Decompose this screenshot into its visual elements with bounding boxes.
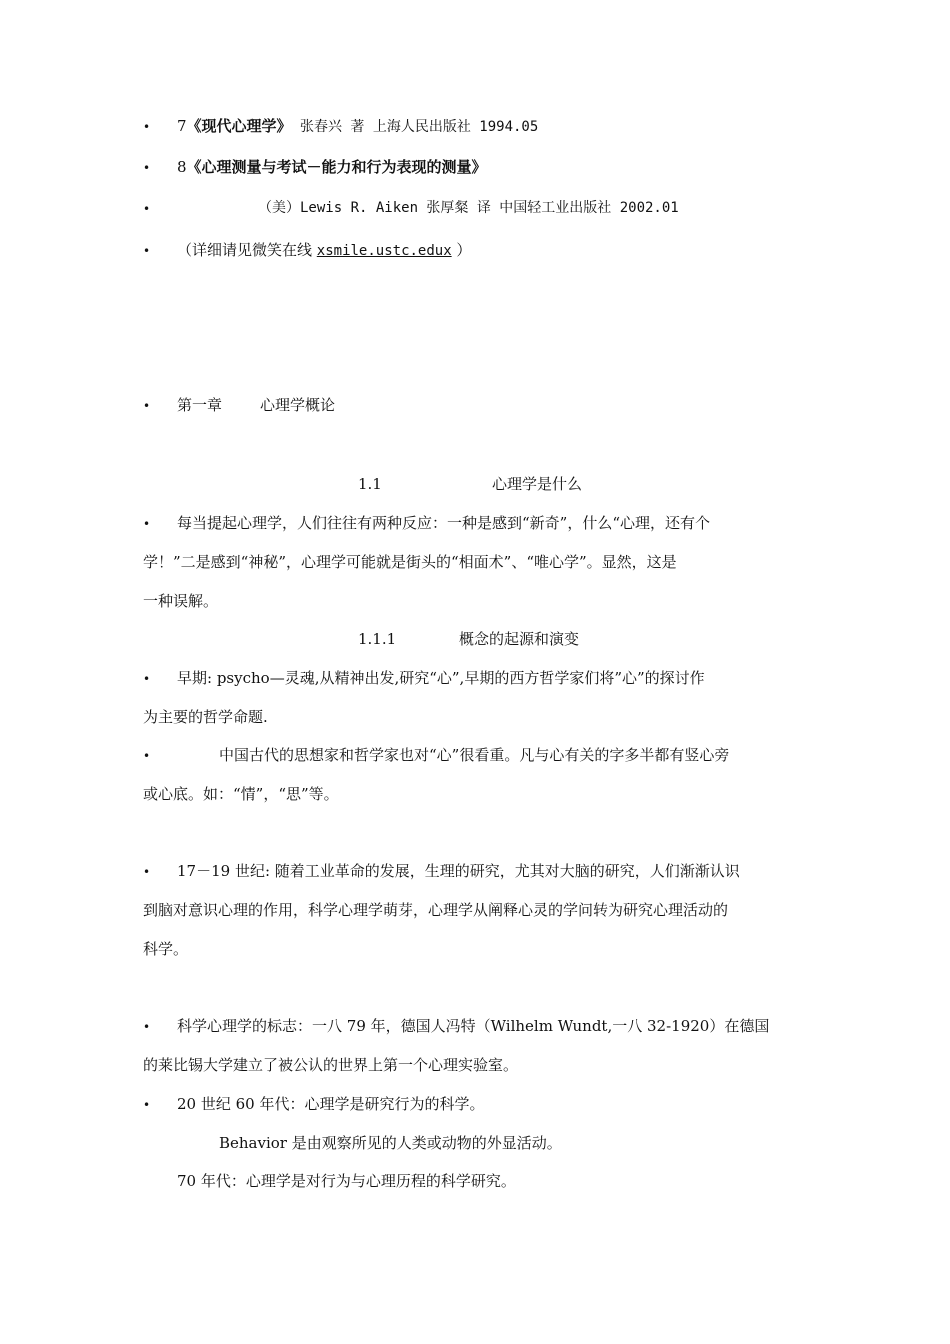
- bullet: [143, 395, 153, 416]
- para-1-1-line-2: 学！”二是感到“神秘”，心理学可能就是街头的“相面术”、“唯心学”。显然，这是: [143, 553, 677, 571]
- book-details: 张春兴 著 上海人民出版社 1994.05: [291, 119, 539, 135]
- bullet: [143, 157, 153, 178]
- bullet: [143, 116, 153, 137]
- chapter-heading: [177, 395, 335, 415]
- bullet: [143, 745, 153, 766]
- para-behavior: Behavior 是由观察所见的人类或动物的外显活动。: [219, 1134, 562, 1152]
- bullet: [143, 861, 153, 882]
- detail-prefix: （详细请见微笑在线: [177, 241, 317, 259]
- reference-number: 7: [177, 117, 187, 135]
- para-17-19-line-3: 科学。: [143, 940, 189, 958]
- bullet: [143, 198, 153, 219]
- reference-8-authors: （美）Lewis R. Aiken 张厚粲 译 中国轻工业出版社 2002.01: [258, 200, 679, 216]
- para-sign-line-1: 科学心理学的标志：一八 79 年，德国人冯特（Wilhelm Wundt,一八 32-1920）在德国: [177, 1017, 770, 1035]
- reference-number: 8: [177, 158, 187, 176]
- chapter-title: 心理学概论: [260, 396, 336, 414]
- section-1-1-1-number: 1.1.1: [358, 630, 397, 648]
- bullet: [143, 513, 153, 534]
- bullet: [143, 1094, 153, 1115]
- para-70s: 70 年代：心理学是对行为与心理历程的科学研究。: [177, 1172, 516, 1190]
- section-1-1-title: 心理学是什么: [492, 475, 583, 493]
- para-china-line-1: 中国古代的思想家和哲学家也对“心”很看重。凡与心有关的字多半都有竖心旁: [219, 746, 730, 764]
- book-title: 《现代心理学》: [186, 117, 292, 135]
- reference-7: [177, 116, 538, 137]
- bullet: [143, 1016, 153, 1037]
- book-title: 《心理测量与考试－能力和行为表现的测量》: [186, 158, 487, 176]
- para-1-1-line-1: 每当提起心理学，人们往往有两种反应：一种是感到“新奇”，什么“心理，还有个: [177, 514, 711, 532]
- para-china-line-2: 或心底。如：“情”，“思”等。: [143, 785, 339, 803]
- chapter-label: 第一章: [177, 396, 223, 414]
- para-sign-line-2: 的莱比锡大学建立了被公认的世界上第一个心理实验室。: [143, 1056, 519, 1074]
- para-1-1-line-3: 一种误解。: [143, 592, 219, 610]
- bullet: [143, 668, 153, 689]
- section-1-1-number: 1.1: [358, 475, 382, 493]
- bullet: [143, 240, 153, 261]
- section-1-1-1-title: 概念的起源和演变: [459, 630, 580, 648]
- para-early-line-1: 早期: psycho—灵魂,从精神出发,研究“心”,早期的西方哲学家们将”心”的探讨作: [177, 669, 705, 687]
- para-17-19-line-2: 到脑对意识心理的作用，科学心理学萌芽，心理学从阐释心灵的学问转为研究心理活动的: [143, 901, 729, 919]
- para-early-line-2: 为主要的哲学命题.: [143, 708, 268, 726]
- xsmile-link[interactable]: xsmile.ustc.edux: [316, 243, 452, 259]
- detail-line: [177, 240, 471, 261]
- detail-suffix: ）: [451, 241, 472, 259]
- reference-8: [177, 157, 487, 177]
- para-60s: 20 世纪 60 年代：心理学是研究行为的科学。: [177, 1095, 485, 1113]
- para-17-19-line-1: 17－19 世纪: 随着工业革命的发展，生理的研究，尤其对大脑的研究，人们渐渐认识: [177, 862, 740, 880]
